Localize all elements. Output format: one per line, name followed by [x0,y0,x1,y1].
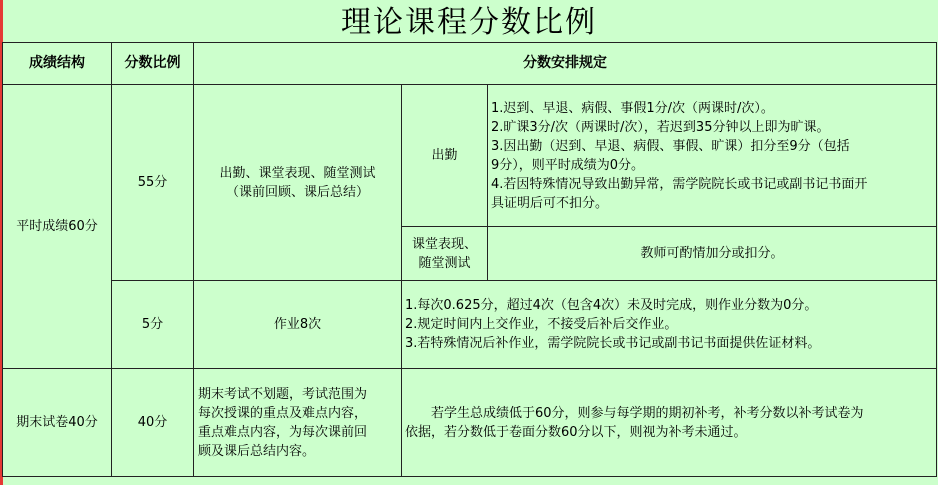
class-performance-label [402,227,488,281]
description-line: 每次授课的重点及难点内容， [198,405,368,421]
final-exam-description [194,369,402,477]
homework-ratio: 5分 [112,281,194,369]
rule-line: 4.若因特殊情况导致出勤异常，需学院院长或书记或副书记书面开 [491,176,868,192]
attendance-group-description [194,85,402,281]
description-line: 期末考试不划题，考试范围为 [198,386,368,402]
final-exam-row [3,369,937,477]
rule-line: 1.迟到、早退、病假、事假1分/次（两课时/次）。 [491,100,774,116]
header-structure: 成绩结构 [3,43,112,85]
label-line: 课堂表现、 [411,236,477,252]
rule-line: 2.旷课3分/次（两课时/次），若迟到35分钟以上即为旷课。 [491,119,830,135]
regular-score-label: 平时成绩60分 [3,85,112,369]
attendance-row [3,85,937,227]
homework-rules [402,281,937,369]
homework-row [3,281,937,369]
rule-line: 3.因出勤（迟到、早退、病假、事假、旷课）扣分至9分（包括 [491,138,850,154]
description-line: 顾及课后总结内容。 [198,443,316,459]
rule-line: 若学生总成绩低于60分，则参与每学期的期初补考，补考分数以补考试卷为 [405,405,864,421]
class-performance-rule: 教师可酌情加分或扣分。 [488,227,937,281]
attendance-group-ratio: 55分 [112,85,194,281]
final-exam-label: 期末试卷40分 [3,369,112,477]
final-exam-rule [402,369,937,477]
header-rules: 分数安排规定 [194,43,937,85]
score-table [2,42,937,477]
description-line: （课前回顾、课后总结） [225,184,369,200]
rule-line: 1.每次0.625分，超过4次（包含4次）未及时完成，则作业分数为0分。 [405,298,818,313]
attendance-label: 出勤 [402,85,488,227]
rule-line: 3.若特殊情况后补作业，需学院院长或书记或副书记书面提供佐证材料。 [405,336,821,351]
label-line: 随堂测试 [418,255,471,271]
rule-line: 9分），则平时成绩为0分。 [491,157,645,173]
header-row [3,43,937,85]
rule-line: 具证明后可不扣分。 [491,195,609,211]
homework-description: 作业8次 [194,281,402,369]
page-title: 理论课程分数比例 [341,5,597,40]
attendance-rules [488,85,937,227]
description-line: 重点难点内容，为每次课前回 [198,424,368,440]
description-line: 出勤、课堂表现、随堂测试 [219,165,376,181]
final-exam-ratio: 40分 [112,369,194,477]
header-ratio: 分数比例 [112,43,194,85]
rule-line: 2.规定时间内上交作业，不接受后补后交作业。 [405,317,678,332]
rule-line: 依据，若分数低于卷面分数60分以下，则视为补考未通过。 [405,424,747,440]
